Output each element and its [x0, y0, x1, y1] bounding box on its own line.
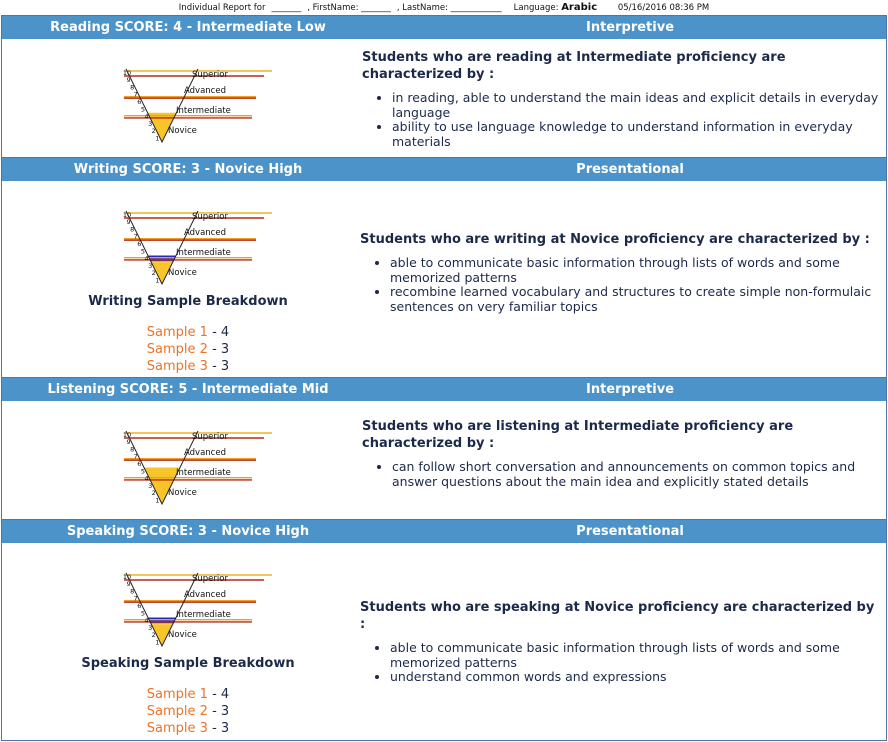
- level-number: 8: [130, 587, 135, 596]
- list-item: • understand common words and expressions: [390, 670, 882, 685]
- level-name-label: Novice: [168, 630, 197, 641]
- language-label: Language:: [513, 3, 559, 13]
- sample-value: 3: [220, 704, 230, 719]
- level-name-label: Intermediate: [176, 467, 231, 478]
- sample-separator: -: [207, 687, 221, 702]
- description-title: Students who are speaking at Novice proficiency are characterized by :: [360, 600, 875, 632]
- report-header: [0, 0, 888, 15]
- level-name-label: Novice: [168, 488, 197, 499]
- report-timestamp: 05/16/2016 08:36 PM: [617, 3, 710, 13]
- description-title: Students who are writing at Novice proficiency are characterized by :: [360, 232, 870, 247]
- level-name-label: Advanced: [184, 448, 226, 458]
- speaking-section: [2, 520, 886, 740]
- level-name-label: Novice: [168, 126, 197, 137]
- level-name-label: Superior: [192, 212, 228, 222]
- level-number: 3: [148, 623, 153, 632]
- sample-label: Sample 3: [146, 359, 208, 374]
- proficiency-diagram: [114, 570, 276, 650]
- list-item: • ability to use language knowledge to understand information in everyday materials: [392, 120, 884, 149]
- sample-label: Sample 3: [146, 721, 208, 736]
- mode-title: Interpretive: [585, 20, 675, 35]
- sample-separator: -: [207, 359, 221, 374]
- sample-label: Sample 2: [146, 342, 208, 357]
- characteristics-list: [362, 460, 884, 489]
- mode-title: Presentational: [576, 524, 684, 539]
- level-number: 9: [126, 580, 131, 589]
- level-number: 4: [144, 112, 149, 121]
- level-number: 6: [137, 460, 142, 469]
- level-number: 6: [137, 602, 142, 611]
- report-name-blank: _______: [271, 3, 302, 13]
- language-value: Arabic: [561, 2, 598, 13]
- sample-row: [2, 342, 374, 357]
- level-name-label: Advanced: [184, 228, 226, 238]
- level-name-label: Intermediate: [176, 105, 231, 116]
- proficiency-description: [362, 49, 884, 149]
- mode-title: Interpretive: [585, 382, 675, 397]
- sample-value: 3: [220, 359, 230, 374]
- level-name-label: Advanced: [184, 86, 226, 96]
- description-title: Students who are listening at Intermediate proficiency are characterized by :: [362, 419, 794, 451]
- level-number: 2: [151, 127, 156, 136]
- score-title: Reading SCORE: 4 - Intermediate Low: [50, 20, 326, 35]
- section-header: [2, 158, 886, 181]
- level-name-label: Advanced: [184, 590, 226, 600]
- level-name-label: Superior: [192, 574, 228, 584]
- proficiency-description: [360, 599, 882, 685]
- level-number: 6: [137, 240, 142, 249]
- level-number: 10: [122, 210, 132, 219]
- level-number: 5: [140, 467, 146, 476]
- sample-separator: -: [207, 721, 221, 736]
- score-title: Speaking SCORE: 3 - Novice High: [66, 524, 310, 539]
- characteristics-list: [360, 256, 882, 314]
- sample-row: [2, 721, 374, 736]
- sample-value: 4: [220, 325, 230, 340]
- list-item: • recombine learned vocabulary and structures to create simple non-formulaic sentences on very familiar topics: [390, 285, 882, 314]
- description-title: Students who are reading at Intermediate proficiency are characterized by :: [362, 50, 786, 82]
- list-item: • can follow short conversation and announcements on common topics and answer questions about the main idea and explicitly stated details: [392, 460, 884, 489]
- writing-section: [2, 158, 886, 378]
- level-number: 4: [144, 616, 149, 625]
- sample-row: [2, 704, 374, 719]
- level-number: 5: [140, 609, 146, 618]
- mode-title: Presentational: [576, 162, 684, 177]
- level-number: 2: [151, 269, 156, 278]
- list-item: • able to communicate basic information through lists of words and some memorized patterns: [390, 256, 882, 285]
- sample-label: Sample 1: [146, 687, 208, 702]
- level-number: 8: [130, 83, 135, 92]
- level-number: 4: [144, 254, 149, 263]
- proficiency-diagram: [114, 208, 276, 288]
- level-number: 2: [151, 489, 156, 498]
- section-header: [2, 378, 886, 401]
- sample-label: Sample 2: [146, 704, 208, 719]
- sample-breakdown-title: Speaking Sample Breakdown: [81, 656, 295, 671]
- level-number: 5: [140, 105, 146, 114]
- level-name-label: Intermediate: [176, 247, 231, 258]
- level-number: 1: [155, 638, 160, 647]
- score-title: Writing SCORE: 3 - Novice High: [73, 162, 303, 177]
- reading-section: [2, 16, 886, 158]
- score-title: Listening SCORE: 5 - Intermediate Mid: [47, 382, 329, 397]
- section-header: [2, 520, 886, 543]
- report-label: Individual Report for: [178, 3, 266, 13]
- level-number: 7: [133, 232, 138, 241]
- list-item: • able to communicate basic information through lists of words and some memorized patterns: [390, 641, 882, 670]
- sample-row: [2, 359, 374, 374]
- list-item: • in reading, able to understand the main ideas and explicit details in everyday language: [392, 91, 884, 120]
- level-number: 9: [126, 438, 131, 447]
- proficiency-description: [360, 231, 882, 314]
- level-number: 10: [122, 572, 132, 581]
- level-number: 7: [133, 452, 138, 461]
- sample-separator: -: [207, 325, 221, 340]
- level-number: 4: [144, 474, 149, 483]
- first-name-label: , FirstName: _______: [307, 3, 391, 13]
- sample-separator: -: [207, 342, 221, 357]
- level-number: 1: [155, 276, 160, 285]
- sample-row: [2, 325, 374, 340]
- characteristics-list: [362, 91, 884, 149]
- sample-separator: -: [207, 704, 221, 719]
- level-number: 2: [151, 631, 156, 640]
- sample-label: Sample 1: [146, 325, 208, 340]
- level-number: 10: [122, 430, 132, 439]
- sample-row: [2, 687, 374, 702]
- listening-section: [2, 378, 886, 520]
- level-number: 1: [155, 134, 160, 143]
- level-number: 10: [122, 68, 132, 77]
- level-number: 3: [148, 481, 153, 490]
- sample-value: 3: [220, 342, 230, 357]
- sample-value: 4: [220, 687, 230, 702]
- last-name-label: , LastName: ____________: [396, 3, 502, 13]
- level-number: 1: [155, 496, 160, 505]
- level-name-label: Superior: [192, 70, 228, 80]
- level-number: 5: [140, 247, 146, 256]
- level-number: 3: [148, 261, 153, 270]
- level-name-label: Intermediate: [176, 609, 231, 620]
- characteristics-list: [360, 641, 882, 685]
- section-header: [2, 16, 886, 39]
- level-number: 8: [130, 225, 135, 234]
- sample-value: 3: [220, 721, 230, 736]
- level-number: 7: [133, 594, 138, 603]
- sample-breakdown-title: Writing Sample Breakdown: [88, 294, 288, 309]
- proficiency-diagram: [114, 428, 276, 508]
- level-number: 9: [126, 76, 131, 85]
- level-number: 3: [148, 119, 153, 128]
- level-number: 9: [126, 218, 131, 227]
- proficiency-description: [362, 418, 884, 489]
- level-name-label: Novice: [168, 268, 197, 279]
- level-name-label: Superior: [192, 432, 228, 442]
- proficiency-diagram: [114, 66, 276, 146]
- level-number: 7: [133, 90, 138, 99]
- level-number: 8: [130, 445, 135, 454]
- level-number: 6: [137, 98, 142, 107]
